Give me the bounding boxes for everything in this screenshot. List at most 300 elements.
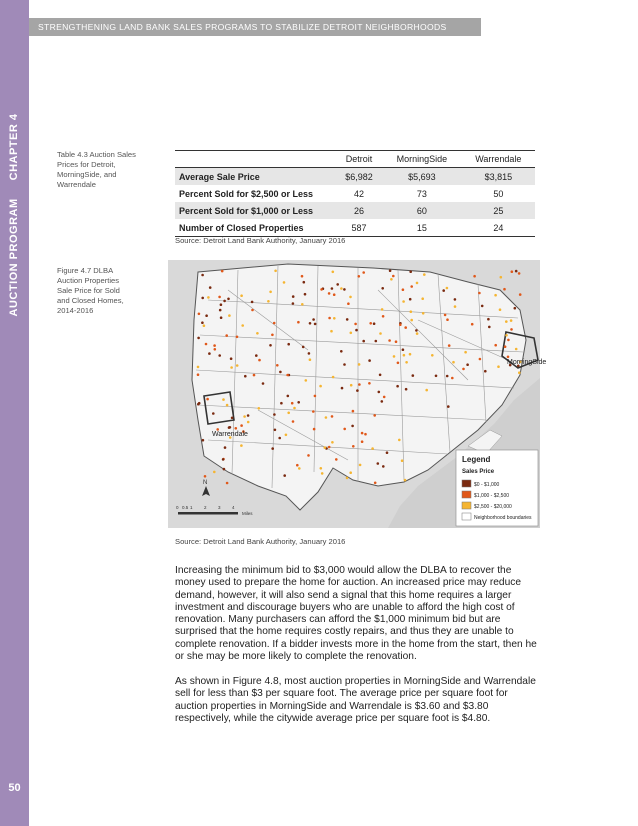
sale-point	[494, 294, 497, 297]
sale-point	[222, 398, 225, 401]
sale-point	[274, 429, 277, 432]
sale-point	[409, 298, 412, 301]
sale-point	[416, 332, 419, 335]
sale-point	[331, 441, 334, 444]
sale-point	[346, 477, 349, 480]
auction-sales-table	[175, 150, 535, 237]
sale-point	[236, 364, 239, 367]
sale-point	[301, 275, 304, 278]
sale-point	[309, 322, 312, 325]
table-row	[175, 219, 535, 237]
sale-point	[309, 358, 312, 361]
sale-point	[297, 321, 300, 324]
caption-line: 2014-2016	[57, 306, 94, 315]
cell-value: $3,815	[462, 168, 535, 186]
table-header-warrendale: Warrendale	[462, 151, 535, 168]
sale-point	[321, 472, 324, 475]
sale-point	[291, 402, 294, 405]
legend-label: $0 - $1,000	[474, 482, 500, 488]
sale-point	[304, 293, 307, 296]
sale-point	[198, 402, 201, 405]
sale-point	[244, 375, 247, 378]
sale-point	[328, 446, 331, 449]
sale-point	[378, 391, 381, 394]
sale-point	[368, 382, 371, 385]
sale-point	[361, 432, 364, 435]
sale-point	[319, 385, 322, 388]
legend-label: Neighborhood boundaries	[474, 515, 532, 521]
sale-point	[231, 417, 234, 420]
sale-point	[205, 343, 208, 346]
sale-point	[488, 326, 491, 329]
warrendale-map-label: Warrendale	[212, 431, 248, 438]
sale-point	[221, 270, 224, 273]
sale-point	[269, 291, 272, 294]
sale-point	[201, 321, 204, 324]
sale-point	[395, 340, 398, 343]
sale-point	[230, 357, 233, 360]
sale-point	[462, 368, 465, 371]
table-header-blank	[175, 151, 336, 168]
caption-line: Auction Properties	[57, 276, 120, 285]
morningside-map-label: MorningSide	[507, 359, 547, 366]
sale-point	[511, 270, 514, 273]
table-row	[175, 185, 535, 202]
sale-point	[402, 288, 405, 291]
sale-point	[267, 300, 270, 303]
legend-label: $2,500 - $20,000	[474, 504, 512, 510]
sale-point	[228, 314, 231, 317]
sale-point	[220, 303, 223, 306]
sale-point	[410, 319, 413, 322]
legend-swatch	[462, 491, 471, 498]
figure-caption	[57, 266, 124, 316]
sale-point	[298, 467, 301, 470]
sale-point	[478, 292, 481, 295]
sale-point	[292, 295, 295, 298]
sale-point	[405, 361, 408, 364]
cell-value: 50	[493, 188, 504, 199]
sale-point	[346, 318, 349, 321]
sale-point	[349, 471, 352, 474]
sale-point	[341, 387, 344, 390]
sale-point	[451, 377, 454, 380]
sale-point	[285, 434, 288, 437]
cell-value: 25	[462, 202, 535, 219]
sale-point	[361, 440, 364, 443]
sale-point	[487, 318, 490, 321]
sale-point	[447, 405, 450, 408]
sale-point	[271, 447, 274, 450]
sale-point	[507, 339, 510, 342]
sale-point	[305, 379, 308, 382]
legend-subtitle: Sales Price	[462, 469, 495, 475]
cell-value: $6,982	[336, 168, 382, 186]
sale-point	[330, 330, 333, 333]
row-label: Number of Closed Properties	[175, 219, 336, 237]
sale-point	[421, 297, 424, 300]
sale-point	[283, 474, 286, 477]
sale-point	[227, 298, 230, 301]
sale-point	[507, 356, 510, 359]
sale-point	[392, 275, 395, 278]
sale-point	[214, 348, 217, 351]
sale-point	[381, 400, 384, 403]
cell-value: 15	[382, 219, 462, 237]
sale-point	[340, 287, 343, 290]
sale-point	[262, 382, 265, 385]
sale-point	[358, 363, 361, 366]
north-label: N	[203, 480, 208, 486]
sale-point	[402, 348, 405, 351]
sale-point	[401, 459, 404, 462]
sale-point	[446, 318, 449, 321]
sale-point	[286, 374, 289, 377]
sale-point	[396, 385, 399, 388]
sale-point	[273, 322, 276, 325]
sale-point	[336, 283, 339, 286]
sale-point	[256, 332, 259, 335]
caption-line: Table 4.3 Auction Sales	[57, 150, 136, 159]
sale-point	[292, 420, 295, 423]
sale-point	[355, 329, 358, 332]
sale-point	[466, 363, 469, 366]
figure-source: Source: Detroit Land Bank Authority, January 2016	[175, 537, 346, 546]
sale-point	[280, 402, 283, 405]
sale-point	[203, 324, 206, 327]
sale-point	[422, 312, 425, 315]
sale-point	[514, 307, 517, 310]
row-label: Percent Sold for $1,000 or Less	[175, 202, 336, 219]
sale-point	[454, 298, 457, 301]
sale-point	[230, 366, 233, 369]
sale-point	[479, 358, 482, 361]
sale-point	[314, 395, 317, 398]
sale-point	[368, 359, 371, 362]
sale-point	[343, 288, 346, 291]
sale-point	[425, 389, 428, 392]
sale-point	[403, 354, 406, 357]
sale-point	[198, 313, 201, 316]
caption-line: and Closed Homes,	[57, 296, 124, 305]
sale-point	[255, 354, 258, 357]
sale-point	[404, 326, 407, 329]
sale-point	[358, 383, 361, 386]
sale-point	[287, 412, 290, 415]
sale-point	[397, 362, 400, 365]
sale-point	[402, 300, 405, 303]
cell-value: $5,693	[382, 168, 462, 186]
sale-point	[197, 337, 200, 340]
sale-point	[412, 374, 415, 377]
sale-point	[362, 271, 365, 274]
sale-point	[229, 426, 232, 429]
sale-point	[219, 309, 222, 312]
sale-point	[225, 334, 228, 337]
sale-point	[283, 281, 286, 284]
table-row	[175, 168, 535, 186]
sale-point	[258, 407, 261, 410]
sale-point	[240, 444, 243, 447]
running-header: STRENGTHENING LAND BANK SALES PROGRAMS TO STABILIZE DETROIT NEIGHBORHOODS	[29, 18, 481, 36]
sale-point	[302, 346, 305, 349]
sale-point	[328, 292, 331, 295]
sale-point	[331, 415, 334, 418]
legend-label: $1,000 - $2,500	[474, 493, 510, 499]
sale-point	[296, 464, 299, 467]
sale-point	[278, 437, 281, 440]
sale-point	[484, 370, 487, 373]
sale-point	[251, 301, 254, 304]
sale-point	[271, 334, 274, 337]
sale-point	[356, 389, 359, 392]
scale-tick: 0.5	[182, 505, 189, 510]
sale-point	[377, 462, 380, 465]
sale-point	[209, 286, 212, 289]
sale-point	[201, 297, 204, 300]
sale-point	[226, 404, 229, 407]
sale-point	[312, 410, 315, 413]
sale-point	[379, 374, 382, 377]
sale-point	[519, 293, 522, 296]
sale-point	[206, 398, 209, 401]
sale-point	[247, 421, 250, 424]
sale-point	[389, 269, 392, 272]
scale-tick: 0	[176, 505, 179, 510]
sale-point	[431, 354, 434, 357]
sale-point	[293, 407, 296, 410]
scale-tick: 1	[190, 505, 193, 510]
sale-point	[208, 352, 211, 355]
sale-point	[446, 375, 449, 378]
sale-point	[269, 344, 272, 347]
sale-point	[409, 270, 412, 273]
scale-tick: 2	[204, 505, 207, 510]
sale-point	[197, 366, 200, 369]
sale-point	[454, 305, 457, 308]
sale-point	[515, 270, 518, 273]
sale-point	[444, 314, 447, 317]
sale-point	[332, 271, 335, 274]
sale-point	[399, 323, 402, 326]
sale-point	[375, 340, 378, 343]
sale-point	[331, 287, 334, 290]
sale-point	[409, 353, 412, 356]
sale-point	[213, 471, 216, 474]
sale-point	[452, 361, 455, 364]
page-number: 50	[8, 782, 21, 794]
sale-point	[446, 287, 449, 290]
sale-point	[415, 329, 418, 332]
map-legend	[456, 450, 538, 526]
sale-point	[347, 302, 350, 305]
sale-point	[204, 475, 207, 478]
sale-point	[226, 482, 229, 485]
sale-point	[223, 300, 226, 303]
legend-swatch	[462, 480, 471, 487]
sale-point	[202, 439, 205, 442]
row-label: Average Sale Price	[175, 168, 336, 186]
scale-bar-line	[178, 512, 238, 515]
body-paragraph-1: Increasing the minimum bid to $3,000 would allow the DLBA to recover the money used to prepare the home for auction. An increased price may reduce demand, however, it will also send a signal that this home requires a larger investment and discourage buyers who are unable to afford the high cost of renovation. Many purchasers can afford the $1,000 minimum bid but are surprised that the home requires costly repairs, and thus they are unable to complete renovation. If a bidder invests more in the home from the start, then he or she may be more likely to complete the renovation.	[175, 565, 537, 663]
sale-point	[207, 296, 210, 299]
sale-point	[212, 412, 215, 415]
caption-line: Warrendale	[57, 180, 96, 189]
sale-point	[371, 447, 374, 450]
sale-point	[505, 320, 508, 323]
sale-point	[218, 296, 221, 299]
table-header-morningside: MorningSide	[382, 151, 462, 168]
sale-point	[343, 363, 346, 366]
sale-point	[352, 410, 355, 413]
caption-line: Figure 4.7 DLBA	[57, 266, 114, 275]
sale-point	[222, 458, 225, 461]
cell-value: 42	[354, 188, 365, 199]
sale-point	[515, 348, 518, 351]
sale-point	[364, 433, 367, 436]
sale-point	[201, 274, 204, 277]
sale-point	[303, 281, 306, 284]
cell-value: 587	[336, 219, 382, 237]
sale-point	[276, 364, 279, 367]
sale-point	[308, 352, 311, 355]
sale-point	[504, 345, 507, 348]
sale-point	[328, 317, 331, 320]
scale-unit: Miles	[242, 511, 253, 516]
table-header-detroit: Detroit	[336, 151, 382, 168]
sale-point	[251, 309, 254, 312]
sale-point	[373, 322, 376, 325]
sale-point	[497, 365, 500, 368]
section-label: AUCTION PROGRAM	[8, 198, 20, 317]
sale-point	[236, 336, 239, 339]
cell-value: 60	[382, 202, 462, 219]
sale-point	[505, 334, 508, 337]
sale-point	[313, 428, 316, 431]
sale-point	[197, 373, 200, 376]
sale-point	[410, 310, 413, 313]
sale-point	[350, 384, 353, 387]
sale-point	[240, 424, 243, 427]
sale-point	[349, 296, 352, 299]
sale-point	[358, 275, 361, 278]
table-caption	[57, 150, 136, 190]
sale-point	[292, 302, 295, 305]
sale-point	[240, 294, 243, 297]
sale-point	[359, 464, 362, 467]
sale-point	[503, 288, 506, 291]
sale-point	[373, 414, 376, 417]
sale-point	[325, 416, 328, 419]
sale-point	[494, 344, 497, 347]
sale-point	[510, 319, 513, 322]
sale-point	[362, 340, 365, 343]
scale-tick: 4	[232, 505, 235, 510]
sale-point	[382, 465, 385, 468]
sale-point	[350, 332, 353, 335]
chapter-label: CHAPTER 4	[8, 113, 20, 181]
sale-point	[343, 428, 346, 431]
sale-point	[510, 328, 513, 331]
sale-point	[499, 308, 502, 311]
sale-point	[241, 324, 244, 327]
body-paragraph-2: As shown in Figure 4.8, most auction properties in MorningSide and Warrendale sell for less than $3 per square foot. The average price per square foot for auction properties in MorningSide and Warrendale is $3.60 and $3.80 respectively, while the citywide average price per square foot is $4.80.	[175, 676, 536, 724]
sale-point	[220, 316, 223, 319]
sale-point	[297, 401, 300, 404]
sale-point	[235, 427, 238, 430]
sale-point	[243, 415, 246, 418]
sale-point	[332, 376, 335, 379]
sale-point	[320, 467, 323, 470]
sale-point	[393, 355, 396, 358]
sale-point	[213, 344, 216, 347]
sale-point	[333, 293, 336, 296]
sale-point	[423, 273, 426, 276]
sale-point	[410, 285, 413, 288]
sale-point	[273, 413, 276, 416]
sale-point	[405, 388, 408, 391]
scale-tick: 3	[218, 505, 221, 510]
sale-point	[335, 458, 338, 461]
legend-title: Legend	[462, 455, 491, 464]
sale-point	[404, 479, 407, 482]
row-label: Percent Sold for $2,500 or Less	[179, 188, 314, 199]
sale-point	[224, 446, 227, 449]
sale-point	[381, 308, 384, 311]
sale-point	[518, 272, 521, 275]
sale-point	[340, 350, 343, 353]
sale-point	[279, 371, 282, 374]
sale-point	[435, 375, 438, 378]
sale-point	[398, 439, 401, 442]
sale-point	[518, 371, 521, 374]
sale-point	[352, 445, 355, 448]
sale-point	[314, 323, 317, 326]
sale-point	[274, 270, 277, 273]
sale-point	[253, 374, 256, 377]
sale-point	[369, 322, 372, 325]
sale-point	[301, 303, 304, 306]
table-row	[175, 202, 535, 219]
sale-point	[383, 396, 386, 399]
sale-point	[351, 425, 354, 428]
sale-point	[379, 332, 382, 335]
sale-point	[381, 287, 384, 290]
sale-point	[320, 288, 323, 291]
cell-value: 73	[416, 188, 427, 199]
chapter-sidebar	[0, 0, 29, 826]
sale-point	[218, 354, 221, 357]
sale-point	[374, 482, 377, 485]
sale-point	[258, 359, 261, 362]
caption-line: Prices for Detroit,	[57, 160, 116, 169]
sale-point	[324, 446, 327, 449]
caption-line: MorningSide, and	[57, 170, 117, 179]
sale-point	[354, 323, 357, 326]
sale-point	[312, 318, 315, 321]
sale-point	[442, 289, 445, 292]
sale-point	[223, 468, 226, 471]
auction-properties-map	[168, 260, 547, 528]
sale-point	[287, 343, 290, 346]
sale-point	[247, 414, 250, 417]
legend-swatch	[462, 502, 471, 509]
cell-value: 26	[336, 202, 382, 219]
sale-point	[448, 344, 451, 347]
sale-point	[333, 317, 336, 320]
sale-point	[473, 275, 476, 278]
sale-point	[388, 339, 391, 342]
